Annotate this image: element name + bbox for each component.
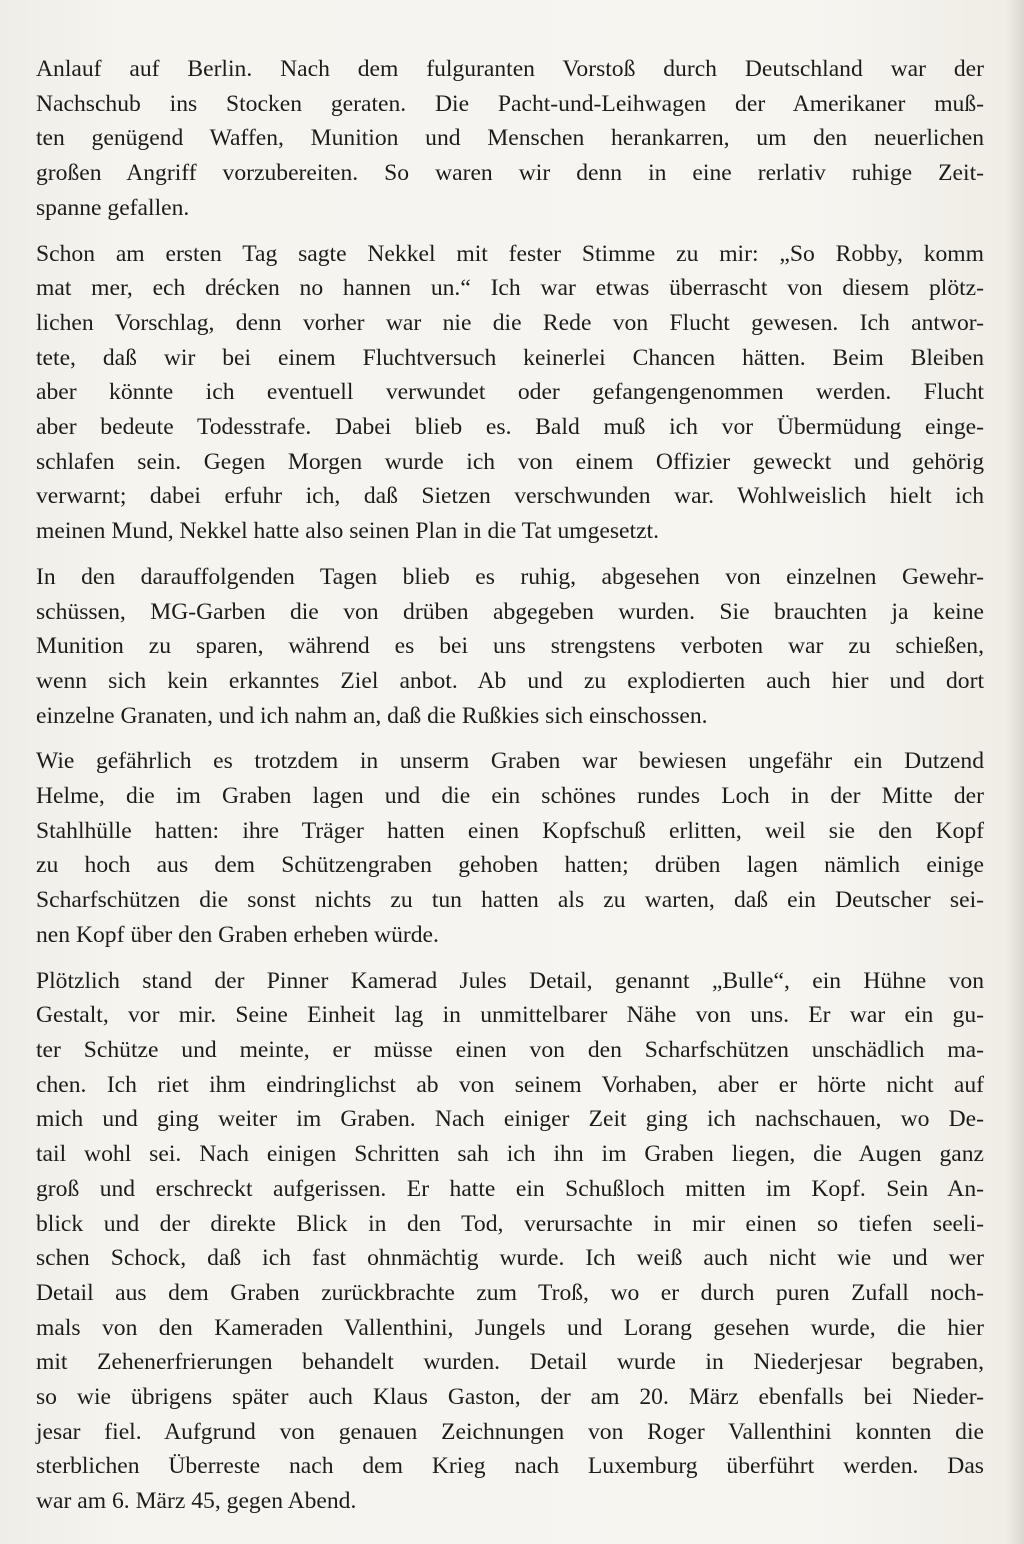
text-line: Munition zu sparen, während es bei uns strengstens verboten war zu schießen, [36, 633, 984, 660]
text-line: Schon am ersten Tag sagte Nekkel mit fester Stimme zu mir: „So Robby, komm [36, 240, 984, 267]
paragraph-4 [36, 744, 984, 952]
paragraph-2 [36, 237, 984, 549]
text-line: blick und der direkte Blick in den Tod, verursachte in mir einen so tiefen seeli- [36, 1210, 984, 1237]
text-line: chen. Ich riet ihm eindringlichst ab von seinem Vorhaben, aber er hörte nicht auf [36, 1071, 984, 1098]
paragraph-1 [36, 52, 984, 226]
paragraph-3 [36, 560, 984, 734]
text-line: nen Kopf über den Graben erheben würde. [36, 921, 439, 948]
text-line: In den darauffolgenden Tagen blieb es ruhig, abgesehen von einzelnen Gewehr- [36, 563, 984, 590]
page-edge-shadow [1006, 0, 1024, 1544]
text-line: Detail aus dem Graben zurückbrachte zum Troß, wo er durch puren Zufall noch- [36, 1279, 984, 1306]
text-line: verwarnt; dabei erfuhr ich, daß Sietzen verschwunden war. Wohlweislich hielt ich [36, 483, 984, 510]
text-line: ter Schütze und meinte, er müsse einen von den Scharfschützen unschädlich ma- [36, 1036, 984, 1063]
text-line: schen Schock, daß ich fast ohnmächtig wurde. Ich weiß auch nicht wie und wer [36, 1245, 984, 1272]
text-line: war am 6. März 45, gegen Abend. [36, 1488, 357, 1515]
text-line: schlafen sein. Gegen Morgen wurde ich von einem Offizier geweckt und gehörig [36, 448, 984, 475]
text-line: aber könnte ich eventuell verwundet oder gefangengenommen werden. Flucht [36, 379, 984, 406]
text-line: einzelne Granaten, und ich nahm an, daß die Rußkies sich einschossen. [36, 702, 708, 729]
text-line: tete, daß wir bei einem Fluchtversuch keinerlei Chancen hätten. Beim Bleiben [36, 344, 984, 371]
text-line: sterblichen Überreste nach dem Krieg nach Luxemburg überführt werden. Das [36, 1453, 984, 1480]
text-line: aber bedeute Todesstrafe. Dabei blieb es. Bald muß ich vor Übermüdung einge- [36, 414, 984, 441]
text-line: Wie gefährlich es trotzdem in unserm Graben war bewiesen ungefähr ein Dutzend [36, 748, 984, 775]
text-line: Stahlhülle hatten: ihre Träger hatten einen Kopfschuß erlitten, weil sie den Kopf [36, 817, 984, 844]
text-line: meinen Mund, Nekkel hatte also seinen Plan in die Tat umgesetzt. [36, 518, 659, 545]
text-line: mit Zehenerfrierungen behandelt wurden. Detail wurde in Niederjesar begraben, [36, 1349, 984, 1376]
text-line: Anlauf auf Berlin. Nach dem fulguranten Vorstoß durch Deutschland war der [36, 56, 984, 82]
text-line: so wie übrigens später auch Klaus Gaston, der am 20. März ebenfalls bei Nieder- [36, 1384, 984, 1411]
text-line: wenn sich kein erkanntes Ziel anbot. Ab und zu explodierten auch hier und dort [36, 667, 984, 694]
text-line: mat mer, ech drécken no hannen un.“ Ich war etwas überrascht von diesem plötz- [36, 275, 984, 302]
text-line: ten genügend Waffen, Munition und Menschen herankarren, um den neuerlichen [36, 125, 984, 152]
text-line: Gestalt, vor mir. Seine Einheit lag in unmittelbarer Nähe von uns. Er war ein gu- [36, 1002, 984, 1029]
text-line: schüssen, MG-Garben die von drüben abgegeben wurden. Sie brauchten ja keine [36, 598, 984, 625]
text-line: spanne gefallen. [36, 194, 190, 221]
text-line: groß und erschreckt aufgerissen. Er hatte ein Schußloch mitten im Kopf. Sein An- [36, 1175, 984, 1202]
text-line: tail wohl sei. Nach einigen Schritten sah ich ihn im Graben liegen, die Augen ganz [36, 1141, 984, 1168]
text-line: mals von den Kameraden Vallenthini, Jungels und Lorang gesehen wurde, die hier [36, 1314, 984, 1341]
page-text [36, 52, 984, 1530]
text-line: mich und ging weiter im Graben. Nach einiger Zeit ging ich nachschauen, wo De- [36, 1106, 984, 1133]
text-line: Nachschub ins Stocken geraten. Die Pacht-und-Leihwagen der Amerikaner muß- [36, 90, 984, 117]
text-line: großen Angriff vorzubereiten. So waren wir denn in eine rerlativ ruhige Zeit- [36, 160, 984, 187]
text-line: lichen Vorschlag, denn vorher war nie die Rede von Flucht gewesen. Ich antwor- [36, 309, 984, 336]
text-line: jesar fiel. Aufgrund von genauen Zeichnungen von Roger Vallenthini konnten die [36, 1418, 984, 1445]
text-line: Scharfschützen die sonst nichts zu tun hatten als zu warten, daß ein Deutscher sei- [36, 887, 984, 914]
text-line: Plötzlich stand der Pinner Kamerad Jules Detail, genannt „Bulle“, ein Hühne von [36, 967, 984, 994]
text-line: Helme, die im Graben lagen und die ein schönes rundes Loch in der Mitte der [36, 783, 984, 810]
text-line: zu hoch aus dem Schützengraben gehoben hatten; drüben lagen nämlich einige [36, 852, 984, 879]
paragraph-5 [36, 964, 984, 1519]
